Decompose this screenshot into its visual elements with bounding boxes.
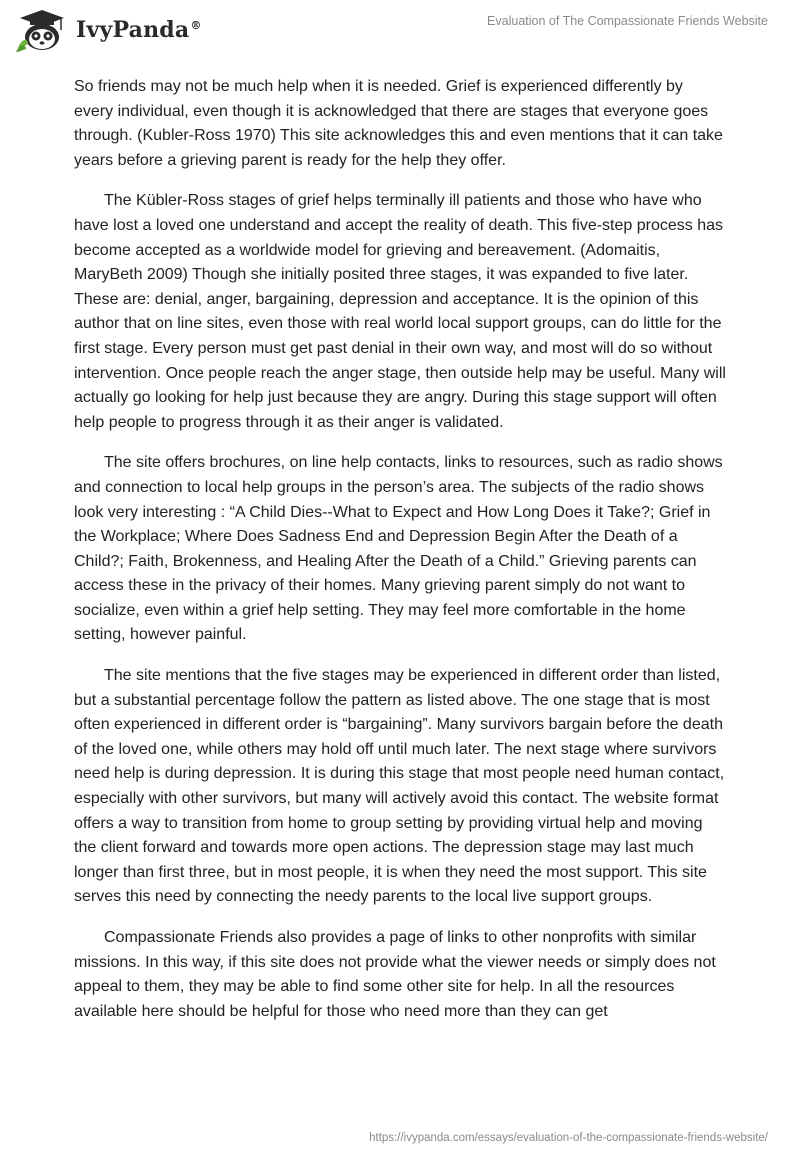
paragraph: The site mentions that the five stages may be experienced in different order than listed, but a substantial percentage follow the pattern as listed above. The one stage that is most often experienced in different order is “bargaining”. Many survivors bargain before the death of the loved one, while others may hold off until much later. The next stage where survivors need help is during depression. It is during this stage that most people need human contact, especially with other survivors, but many will actively avoid this contact. The website format offers a way to transition from home to group setting by providing virtual help and moving the client forward and towards more open actions. The depression stage may last much longer than first three, but in most people, it is when they need the most support. This site serves this need by connecting the needy parents to the local live support groups. [74, 667, 725, 906]
paragraph: The site offers brochures, on line help contacts, links to resources, such as radio shows and connection to local help groups in the person’s area. The subjects of the radio shows look very interesting : “A Child Dies--What to Expect and How Long Does it Take?; Grief in the Workplace; Where Does Sadness End and Depression Begin After the Death of a Child?; Faith, Brokenness, and Healing After the Death of a Child.” Grieving parents can access these in the privacy of their homes. Many grieving parent simply do not want to socialize, even within a grief help setting. They may feel more comfortable in the home setting, however painful. [74, 454, 723, 644]
paragraph: The Kübler-Ross stages of grief helps terminally ill patients and those who have who have lost a loved one understand and accept the reality of death. This five-step process has become accepted as a worldwide model for grieving and bereavement. (Adomaitis, MaryBeth 2009) Though she initially posited three stages, it was expanded to five later. These are: denial, anger, bargaining, depression and acceptance. It is the opinion of this author that on line sites, even those with real world local support groups, can do little for the first stage. Every person must get past denial in their own way, and most will do so without intervention. Once people reach the anger stage, then outside help may be useful. Many will actually go looking for help just because they are angry. During this stage support will often help people to progress through it as their anger is validated. [74, 192, 726, 431]
paragraph: Compassionate Friends also provides a page of links to other nonprofits with similar missions. In this way, if this site does not provide what the viewer needs or simply does not appeal to them, they may be able to find some other site for help. In all the resources available here should be helpful for those who need more than they can get [74, 929, 716, 1020]
document-title: Evaluation of The Compassionate Friends Website [487, 14, 768, 28]
source-url[interactable]: https://ivypanda.com/essays/evaluation-of-the-compassionate-friends-website/ [369, 1132, 768, 1144]
ivypanda-logo[interactable] [14, 8, 202, 52]
paragraph: So friends may not be much help when it is needed. Grief is experienced differently by every individual, even though it is acknowledged that there are stages that everyone goes through. (Kubler-Ross 1970) This site acknowledges this and even mentions that it can take years before a grieving parent is ready for the help they offer. [74, 78, 723, 169]
essay-body [74, 75, 726, 1040]
logo-wordmark: IvyPanda® [76, 17, 202, 43]
panda-graduate-icon [14, 8, 70, 52]
page-header [0, 0, 800, 60]
